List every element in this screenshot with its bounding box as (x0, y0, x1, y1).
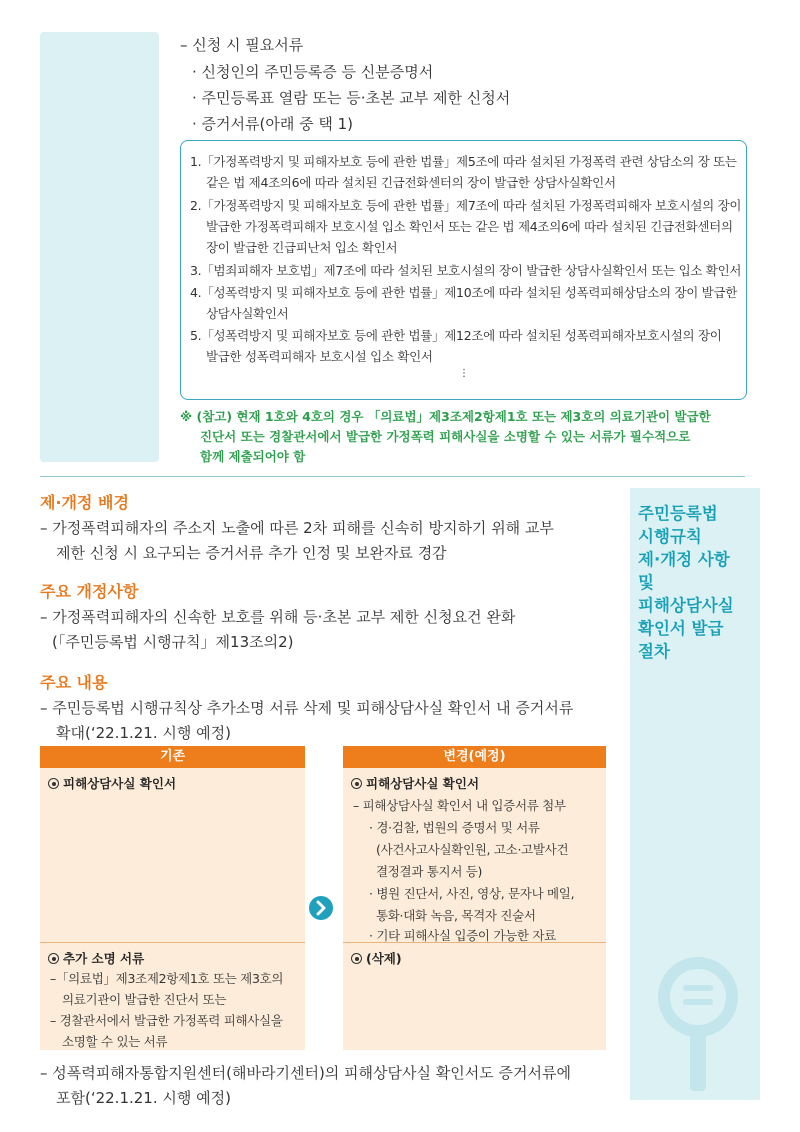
side-title-line: 확인서 발급 (638, 619, 724, 638)
evidence-line: 2.「가정폭력방지 및 피해자보호 등에 관한 법률」제7조에 따라 설치된 가정폭력피해자 보호시설의 장이 (190, 198, 742, 213)
after-line: – 피해상담사실 확인서 내 입증서류 첨부 (353, 798, 566, 813)
after-line: · 병원 진단서, 사진, 영상, 문자나 메일, (369, 886, 575, 901)
required-doc-item: · 신청인의 주민등록증 등 신분증명서 (192, 63, 434, 81)
background-line: – 가정폭력피해자의 주소지 노출에 따른 2차 피해를 신속히 방지하기 위해 교부 (40, 519, 554, 537)
after-line: 결정결과 통지서 등) (376, 864, 483, 879)
evidence-line: 같은 법 제4조의6에 따라 설치된 긴급전화센터의 장이 발급한 상담사실확인서 (206, 175, 616, 190)
side-title-line: 피해상담사실 (638, 596, 734, 615)
bullet-icon (351, 953, 362, 964)
side-title-line: 제·개정 사항 (638, 550, 730, 569)
section-title-content: 주요 내용 (40, 673, 108, 692)
required-doc-item: · 주민등록표 열람 또는 등·초본 교부 제한 신청서 (192, 89, 511, 107)
bullet-icon (48, 778, 59, 789)
bullet-icon (351, 778, 362, 789)
content-line: – 주민등록법 시행규칙상 추가소명 서류 삭제 및 피해상담사실 확인서 내 증거서류 (40, 699, 574, 717)
evidence-line: 발급한 성폭력피해자 보호시설 입소 확인서 (206, 349, 433, 364)
evidence-line: 상담사실확인서 (206, 306, 289, 321)
before-item: 피해상담사실 확인서 (48, 774, 176, 792)
section-divider (40, 476, 745, 477)
note-line: ※ (참고) 현재 1호와 4호의 경우 「의료법」제3조제2항제1호 또는 제3호의 의료기관이 발급한 (180, 409, 711, 424)
evidence-line: 발급한 가정폭력피해자 보호시설 입소 확인서 또는 같은 법 제4조의6에 따라 설치된 긴급전화센터의 (206, 219, 733, 234)
before-extra-line: – 경찰관서에서 발급한 가정폭력 피해사실을 (50, 1013, 283, 1028)
side-title-line: 및 (638, 573, 654, 592)
section-title-background: 제·개정 배경 (40, 493, 129, 512)
required-docs-title: – 신청 시 필요서류 (180, 36, 304, 54)
after-line: · 경·검찰, 법원의 증명서 및 서류 (369, 820, 540, 835)
row-divider (40, 942, 305, 943)
row-divider (343, 942, 606, 943)
note-line: 함께 제출되어야 함 (200, 449, 306, 464)
after-line: (사건사고사실확인원, 고소·고발사건 (376, 842, 569, 857)
before-extra-title: 추가 소명 서류 (48, 949, 144, 967)
after-item: 피해상담사실 확인서 (351, 774, 479, 792)
magnifier-icon (636, 955, 760, 1100)
table-header-before: 기존 (40, 746, 305, 768)
changes-line: (「주민등록법 시행규칙」제13조의2) (52, 633, 294, 651)
section-title-changes: 주요 개정사항 (40, 582, 139, 601)
evidence-line: 5.「성폭력방지 및 피해자보호 등에 관한 법률」제12조에 따라 설치된 성폭력피해자보호시설의 장이 (190, 328, 722, 343)
footer-line: 포함(‘22.1.21. 시행 예정) (56, 1089, 231, 1107)
evidence-line: 1.「가정폭력방지 및 피해자보호 등에 관한 법률」제5조에 따라 설치된 가정폭력 관련 상담소의 장 또는 (190, 154, 737, 169)
bullet-icon (48, 953, 59, 964)
after-deleted: (삭제) (351, 949, 402, 967)
ellipsis: ⋮ (459, 368, 469, 379)
after-line: 통화·대화 녹음, 목격자 진술서 (376, 908, 536, 923)
evidence-line: 3.「범죄피해자 보호법」제7조에 따라 설치된 보호시설의 장이 발급한 상담사실확인서 또는 입소 확인서 (190, 263, 742, 278)
arrow-right-icon (309, 896, 333, 920)
side-title-line: 시행규칙 (638, 527, 702, 546)
before-extra-line: 의료기관이 발급한 진단서 또는 (62, 992, 227, 1007)
changes-line: – 가정폭력피해자의 신속한 보호를 위해 등·초본 교부 제한 신청요건 완화 (40, 608, 516, 626)
evidence-line: 4.「성폭력방지 및 피해자보호 등에 관한 법률」제10조에 따라 설치된 성폭력피해상담소의 장이 발급한 (190, 285, 737, 300)
after-line: · 기타 피해사실 입증이 가능한 자료 (369, 928, 556, 943)
evidence-line: 장이 발급한 긴급피난처 입소 확인서 (206, 240, 398, 255)
note-line: 진단서 또는 경찰관서에서 발급한 가정폭력 피해사실을 소명할 수 있는 서류가 필수적으로 (200, 429, 691, 444)
required-doc-item: · 증거서류(아래 중 택 1) (192, 115, 354, 133)
footer-line: – 성폭력피해자통합지원센터(해바라기센터)의 피해상담사실 확인서도 증거서류에 (40, 1064, 571, 1082)
side-title-line: 주민등록법 (638, 504, 718, 523)
content-line: 확대(‘22.1.21. 시행 예정) (56, 724, 231, 742)
background-line: 제한 신청 시 요구되는 증거서류 추가 인정 및 보완자료 경감 (56, 544, 447, 562)
left-panel (40, 32, 159, 462)
table-header-after: 변경(예정) (343, 746, 606, 768)
side-title-line: 절차 (638, 642, 670, 661)
before-extra-line: 소명할 수 있는 서류 (62, 1034, 168, 1049)
before-extra-line: –「의료법」제3조제2항제1호 또는 제3호의 (50, 971, 284, 986)
